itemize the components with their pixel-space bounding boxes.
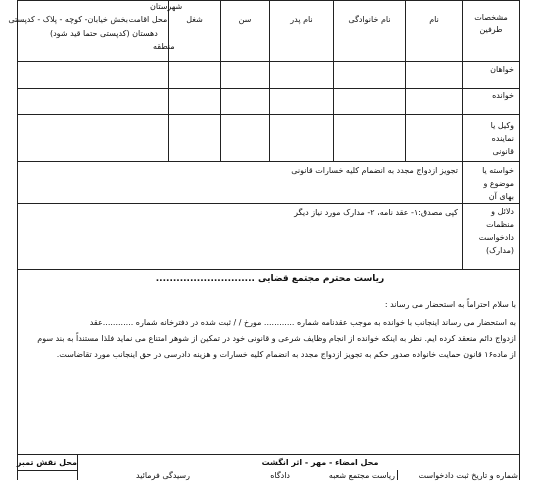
- signature-place: محل امضاء - مهر - اثر انگشت: [261, 458, 379, 467]
- row-divider-3: [17, 161, 520, 162]
- row-lawyer-3: قانونی: [492, 147, 514, 156]
- row-lawyer-1: وکیل یا: [490, 121, 514, 130]
- row-lawyer-2: نماینده: [491, 134, 514, 143]
- demand-label-1: خواسته یا: [482, 166, 514, 175]
- footer-col-line: [77, 454, 78, 480]
- header-residence-line4: منطقه: [153, 42, 175, 51]
- court-line-3: از ماده۱۶ قانون حمایت خانواده صدور حکم به تجویز ازدواج مجدد به انضمام کلیه خسارات و هزینه دادرسی در حق اینجانب مورد تقاضاست.: [56, 350, 516, 359]
- footer-registration: شماره و تاریخ ثبت دادخواست: [418, 471, 518, 480]
- header-residence-city: شهرستان: [150, 2, 183, 11]
- demand-value: تجویز ازدواج مجدد به انضمام کلیه خسارات قانونی: [291, 166, 458, 175]
- evidence-label-3: دادخواست: [478, 233, 514, 242]
- footer-court: دادگاه: [270, 471, 290, 480]
- header-job: شغل: [186, 15, 203, 24]
- row-plaintiff: خواهان: [490, 65, 514, 74]
- footer-court-head: ریاست مجتمع شعبه: [328, 471, 395, 480]
- court-line-2: ازدواج دائم منعقد کرده ایم. نظر به اینکه خوانده از انجام وظایف شرعی و قانونی خود در تمکین از شوهر امتناع می نماید فلذا مستنداً به بند سوم: [37, 334, 516, 343]
- footer-review: رسیدگی فرمائید: [136, 471, 190, 480]
- evidence-label-4: (مدارک): [486, 246, 514, 255]
- court-title: ریاست محترم مجتمع قضایی .............................: [155, 274, 385, 284]
- header-residence-line2: بخش خیابان- کوچه - پلاک - کدپستی: [8, 15, 128, 24]
- stamp-place: محل نقش تمبر: [16, 458, 77, 467]
- demand-label-2: موضوع و: [483, 179, 514, 188]
- header-father: نام پدر: [290, 15, 313, 24]
- evidence-value: کپی مصدق:۱- عقد نامه، ۲- مدارک مورد نیاز دیگر: [294, 208, 458, 217]
- footer-divider: [17, 454, 520, 455]
- stamp-line: [17, 470, 77, 471]
- col-line-specs: [462, 0, 463, 269]
- row-divider-5: [17, 269, 520, 270]
- header-specs: مشخصات طرفین: [474, 13, 508, 34]
- court-line-1: به استحضار می رساند اینجانب با خوانده به موجب عقدنامه شماره ............ مورخ / / ثبت شده در دفترخانه شماره ............عقد: [89, 318, 516, 327]
- court-greeting: با سلام احتراماً به استحضار می رساند :: [384, 300, 516, 309]
- header-family: نام خانوادگی: [348, 15, 391, 24]
- row-divider-4: [17, 203, 520, 204]
- evidence-label-2: منظمات: [486, 220, 514, 229]
- evidence-label-1: دلائل و: [491, 207, 514, 216]
- header-name: نام: [429, 15, 439, 24]
- demand-label-3: بهای آن: [488, 192, 514, 201]
- header-residence-line3: دهستان (کدپستی حتما قید شود): [50, 29, 158, 38]
- header-residence-title: محل اقامت: [128, 15, 168, 24]
- row-defendant: خوانده: [492, 91, 514, 100]
- header-age: سن: [238, 15, 252, 24]
